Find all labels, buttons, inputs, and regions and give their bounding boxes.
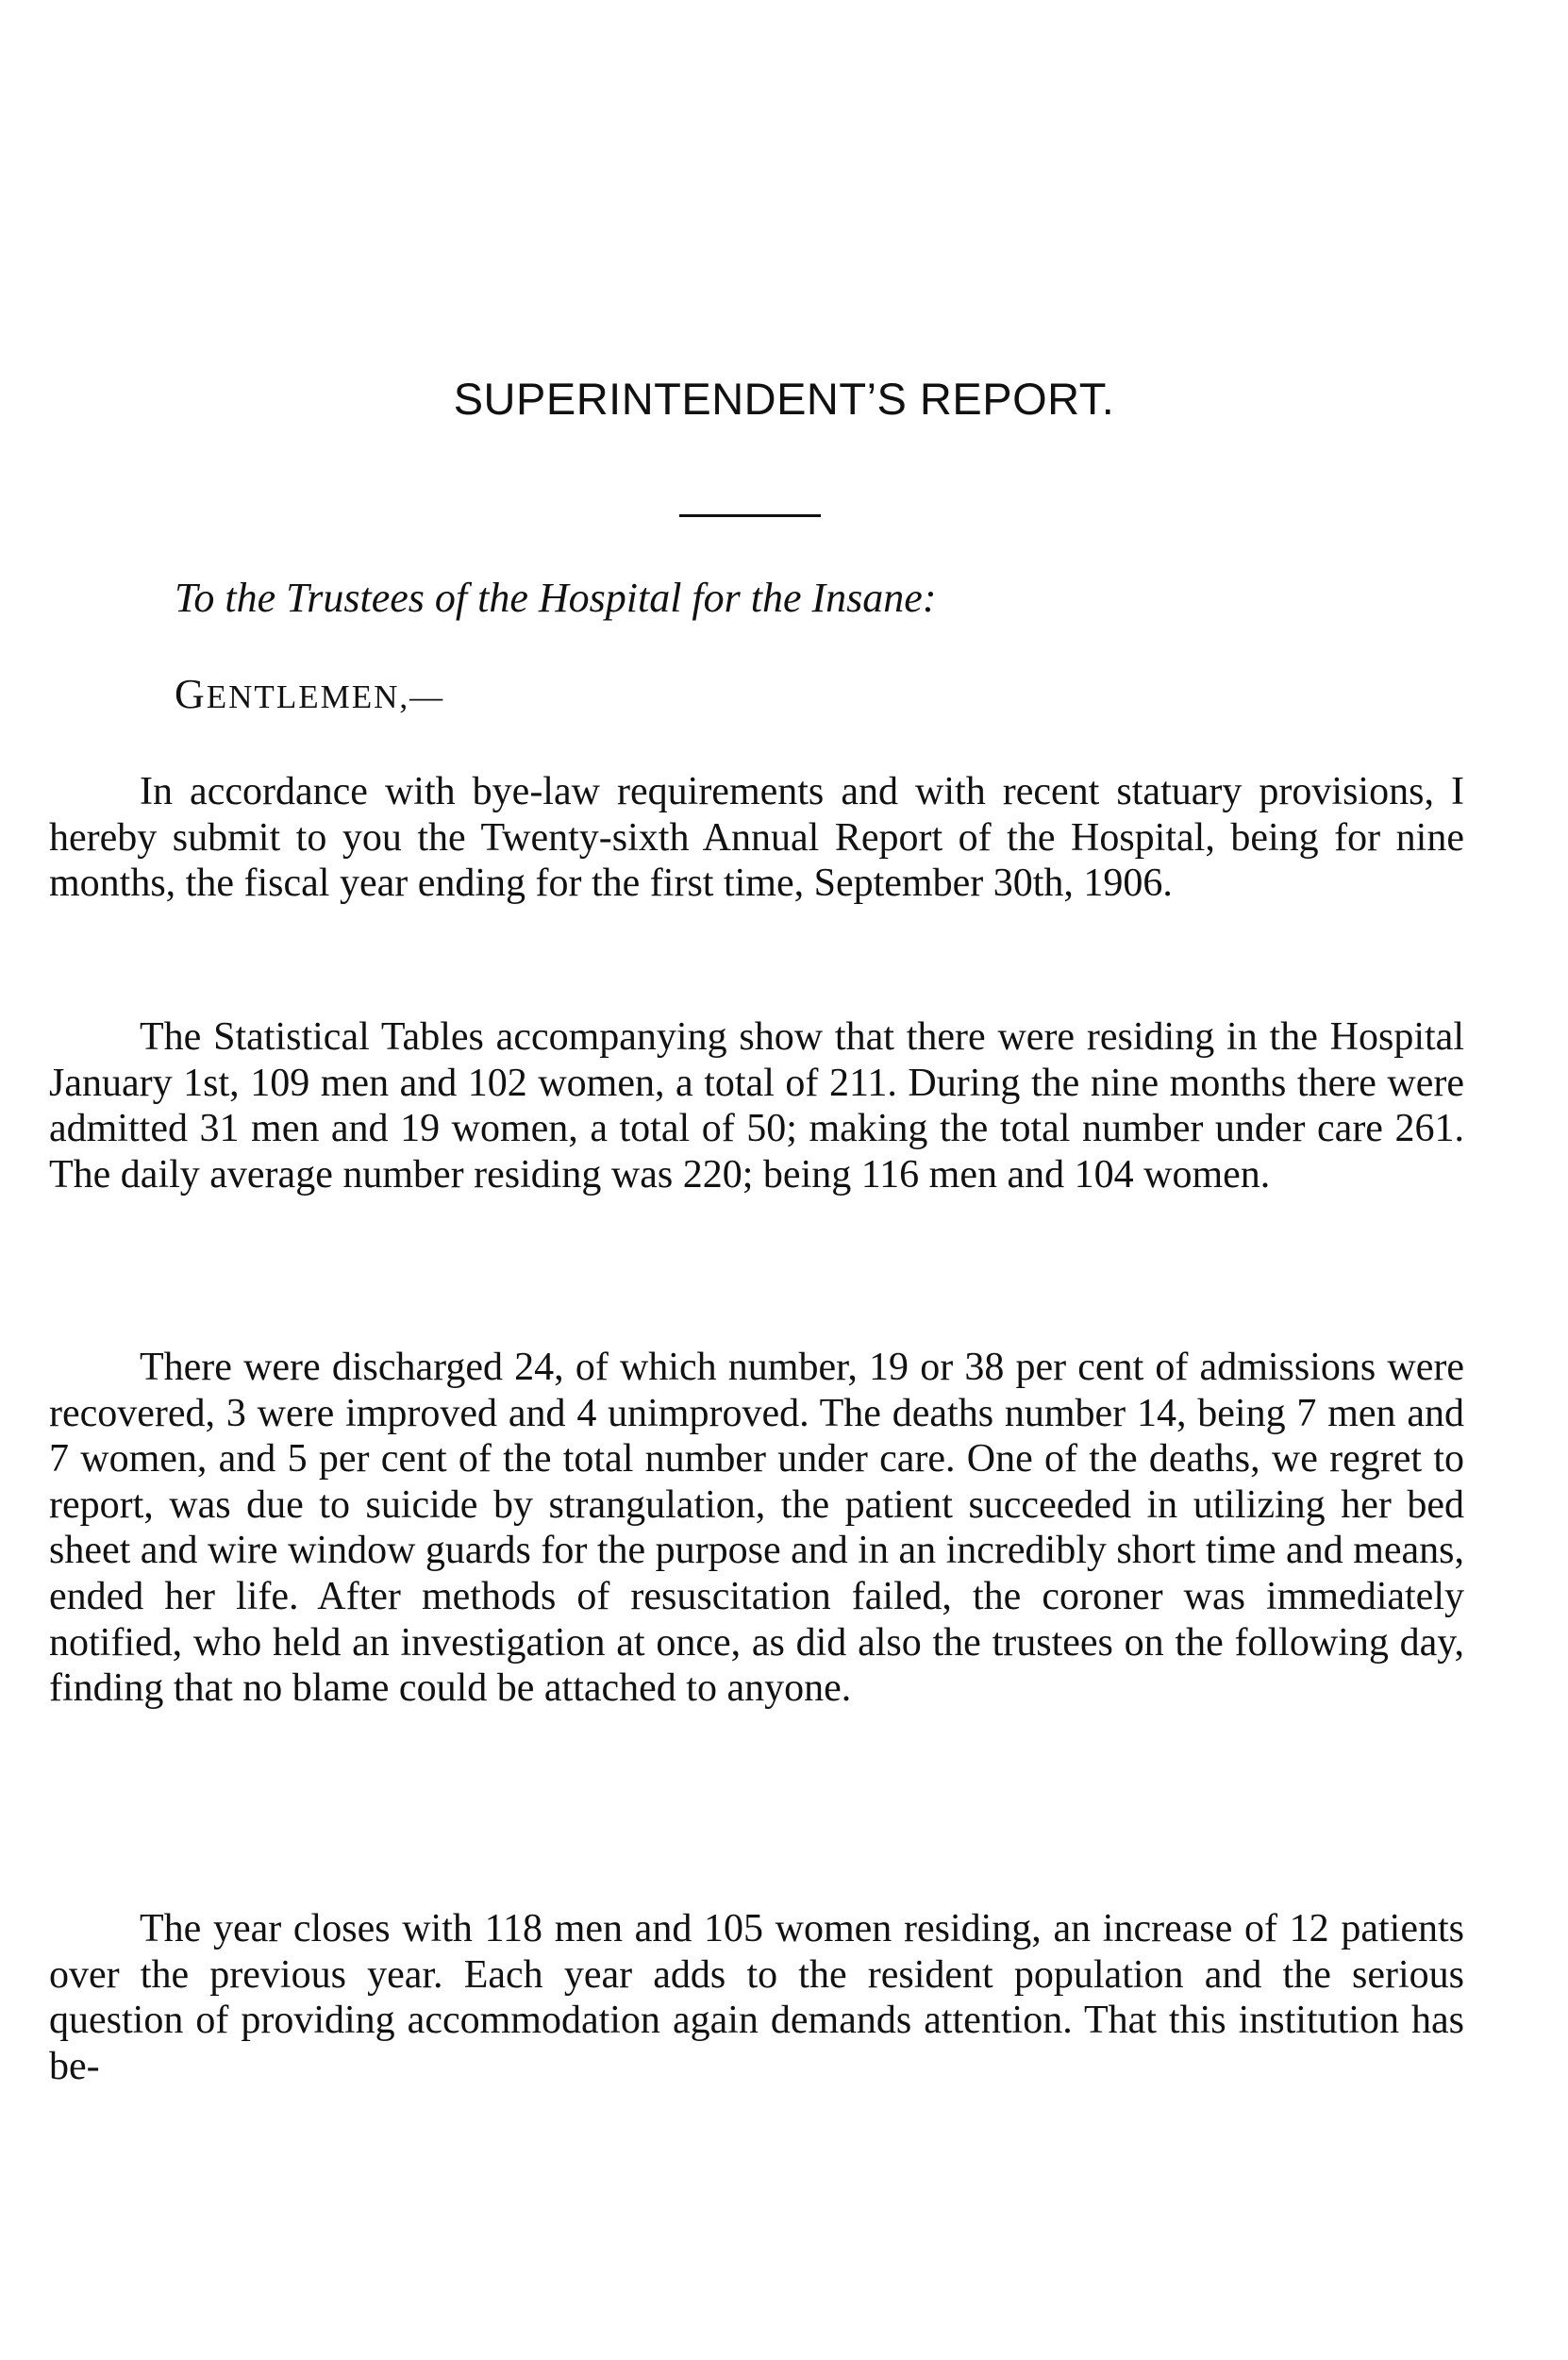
page-title: SUPERINTENDENT’S REPORT. <box>453 374 1115 424</box>
addressee-line: To the Trustees of the Hospital for the Insane: <box>175 575 937 621</box>
paragraph-discharges-deaths: There were discharged 24, of which number, 19 or 38 per cent of admissions were recovered, 3 were improved and 4 unimproved. The deaths number 14, being 7 men and 7 women, and 5 per cent of the total number under care. One of the deaths, we regret to report, was due to suicide by strangulation, the patient succeeded in utilizing her bed sheet and wire window guards for the purpose and in an incredibly short time and means, ended her life. After methods of resuscitation failed, the coroner was immediately notified, who held an investigation at once, as did also the trustees on the following day, finding that no blame could be attached to anyone. <box>49 1346 1464 1711</box>
title-divider <box>679 514 821 517</box>
paragraph-statistics: The Statistical Tables accompanying show that there were residing in the Hospital January 1st, 109 men and 102 women, a total of 211. During the nine months there were admitted 31 men and 19 women, a total of 50; making the total number under care 261. The daily average number residing was 220; being 116 men and 104 women. <box>49 1015 1464 1197</box>
greeting-initial: G <box>175 671 207 717</box>
paragraph-year-close: The year closes with 118 men and 105 women residing, an increase of 12 patients over the previous year. Each year adds to the resident population and the serious question of providing accommodation again demands attention. That this institution has be- <box>49 1907 1464 2088</box>
paragraph-intro: In accordance with bye-law requirements and with recent statuary provisions, I hereby submit to you the Twenty-sixth Annual Report of the Hospital, being for nine months, the fiscal year ending for the first time, September 30th, 1906. <box>49 770 1464 906</box>
greeting-line <box>175 670 444 718</box>
greeting-rest: ENTLEMEN,— <box>206 678 445 715</box>
